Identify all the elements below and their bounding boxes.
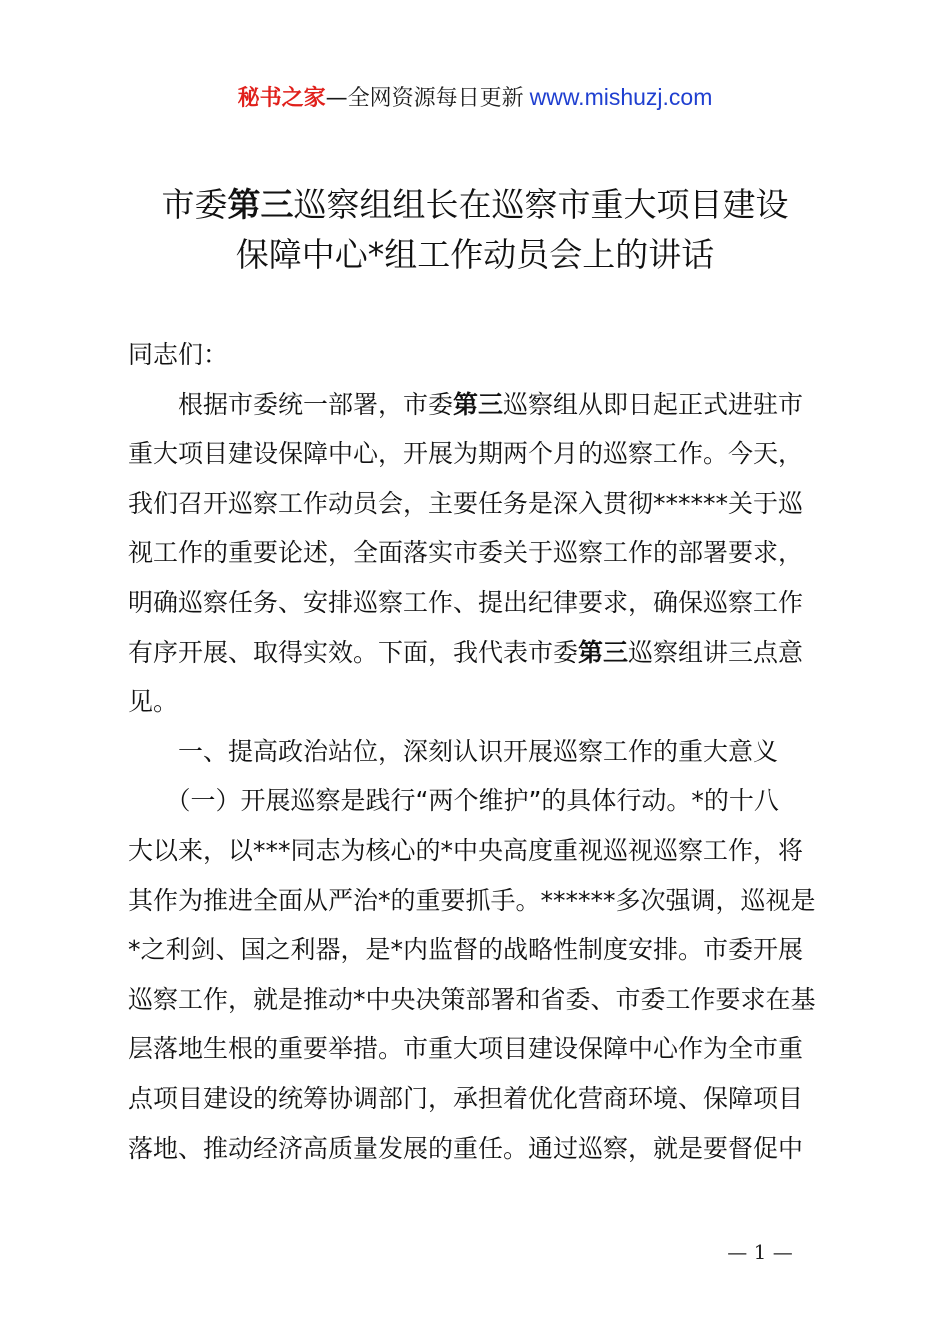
paragraph-1-line-6 (128, 628, 848, 678)
paragraph-1-line-4: 视工作的重要论述，全面落实市委关于巡察工作的部署要求， (128, 538, 804, 568)
paragraph-1-line-5: 明确巡察任务、安排巡察工作、提出纪律要求，确保巡察工作 (128, 587, 804, 617)
brand-name: 秘书之家 (237, 86, 326, 111)
paragraph-2-line-6: 层落地生根的重要举措。市重大项目建设保障中心作为全市重 (128, 1034, 804, 1064)
title-line-2: 保障中心*组工作动员会上的讲话 (235, 235, 715, 274)
p1-l6-pre: 有序开展、取得实效。下面，我代表市委 (128, 637, 579, 667)
paragraph-1-line-3: 我们召开巡察工作动员会，主要任务是深入贯彻******关于巡 (128, 488, 804, 518)
title-line-1-bold: 第三 (227, 185, 294, 224)
p1-l6-bold: 第三 (578, 637, 629, 667)
paragraph-2-line-1: （一）开展巡察是践行“两个维护”的具体行动。*的十八 (128, 786, 779, 816)
p1-l1-post: 巡察组从即日起正式进驻市 (503, 389, 804, 419)
site-banner (0, 82, 950, 114)
paragraph-2-line-2: 大以来，以***同志为核心的*中央高度重视巡视巡察工作，将 (128, 835, 804, 865)
page-number: — 1 — (727, 1240, 793, 1264)
title-line-1 (60, 180, 890, 230)
paragraph-2-line-3: 其作为推进全面从严治*的重要抓手。******多次强调，巡视是 (128, 885, 816, 915)
paragraph-2-line-8: 落地、推动经济高质量发展的重任。通过巡察，就是要督促中 (128, 1133, 804, 1163)
document-body (128, 330, 848, 1173)
banner-slogan: —全网资源每日更新 (325, 86, 524, 111)
section-heading-1: 一、提高政治站位，深刻认识开展巡察工作的重大意义 (128, 736, 779, 766)
site-url-link[interactable]: www.mishuzj.com (529, 84, 713, 110)
paragraph-2-line-4: *之利剑、国之利器，是*内监督的战略性制度安排。市委开展 (128, 935, 804, 965)
paragraph-1-line-2: 重大项目建设保障中心，开展为期两个月的巡察工作。今天， (128, 439, 804, 469)
title-line-1-pre: 市委 (161, 185, 228, 224)
paragraph-2-line-7: 点项目建设的统筹协调部门，承担着优化营商环境、保障项目 (128, 1083, 804, 1113)
paragraph-2-line-5: 巡察工作，就是推动*中央决策部署和省委、市委工作要求在基 (128, 984, 816, 1014)
p1-l1-pre: 根据市委统一部署，市委 (128, 389, 454, 419)
p1-l1-bold: 第三 (453, 389, 504, 419)
p1-l6-post: 巡察组讲三点意 (628, 637, 804, 667)
document-title (60, 180, 890, 280)
salutation: 同志们： (128, 340, 229, 369)
paragraph-1-line-7: 见。 (128, 687, 179, 717)
paragraph-1-line-1 (128, 380, 848, 430)
title-line-1-post: 巡察组组长在巡察市重大项目建设 (293, 185, 789, 224)
